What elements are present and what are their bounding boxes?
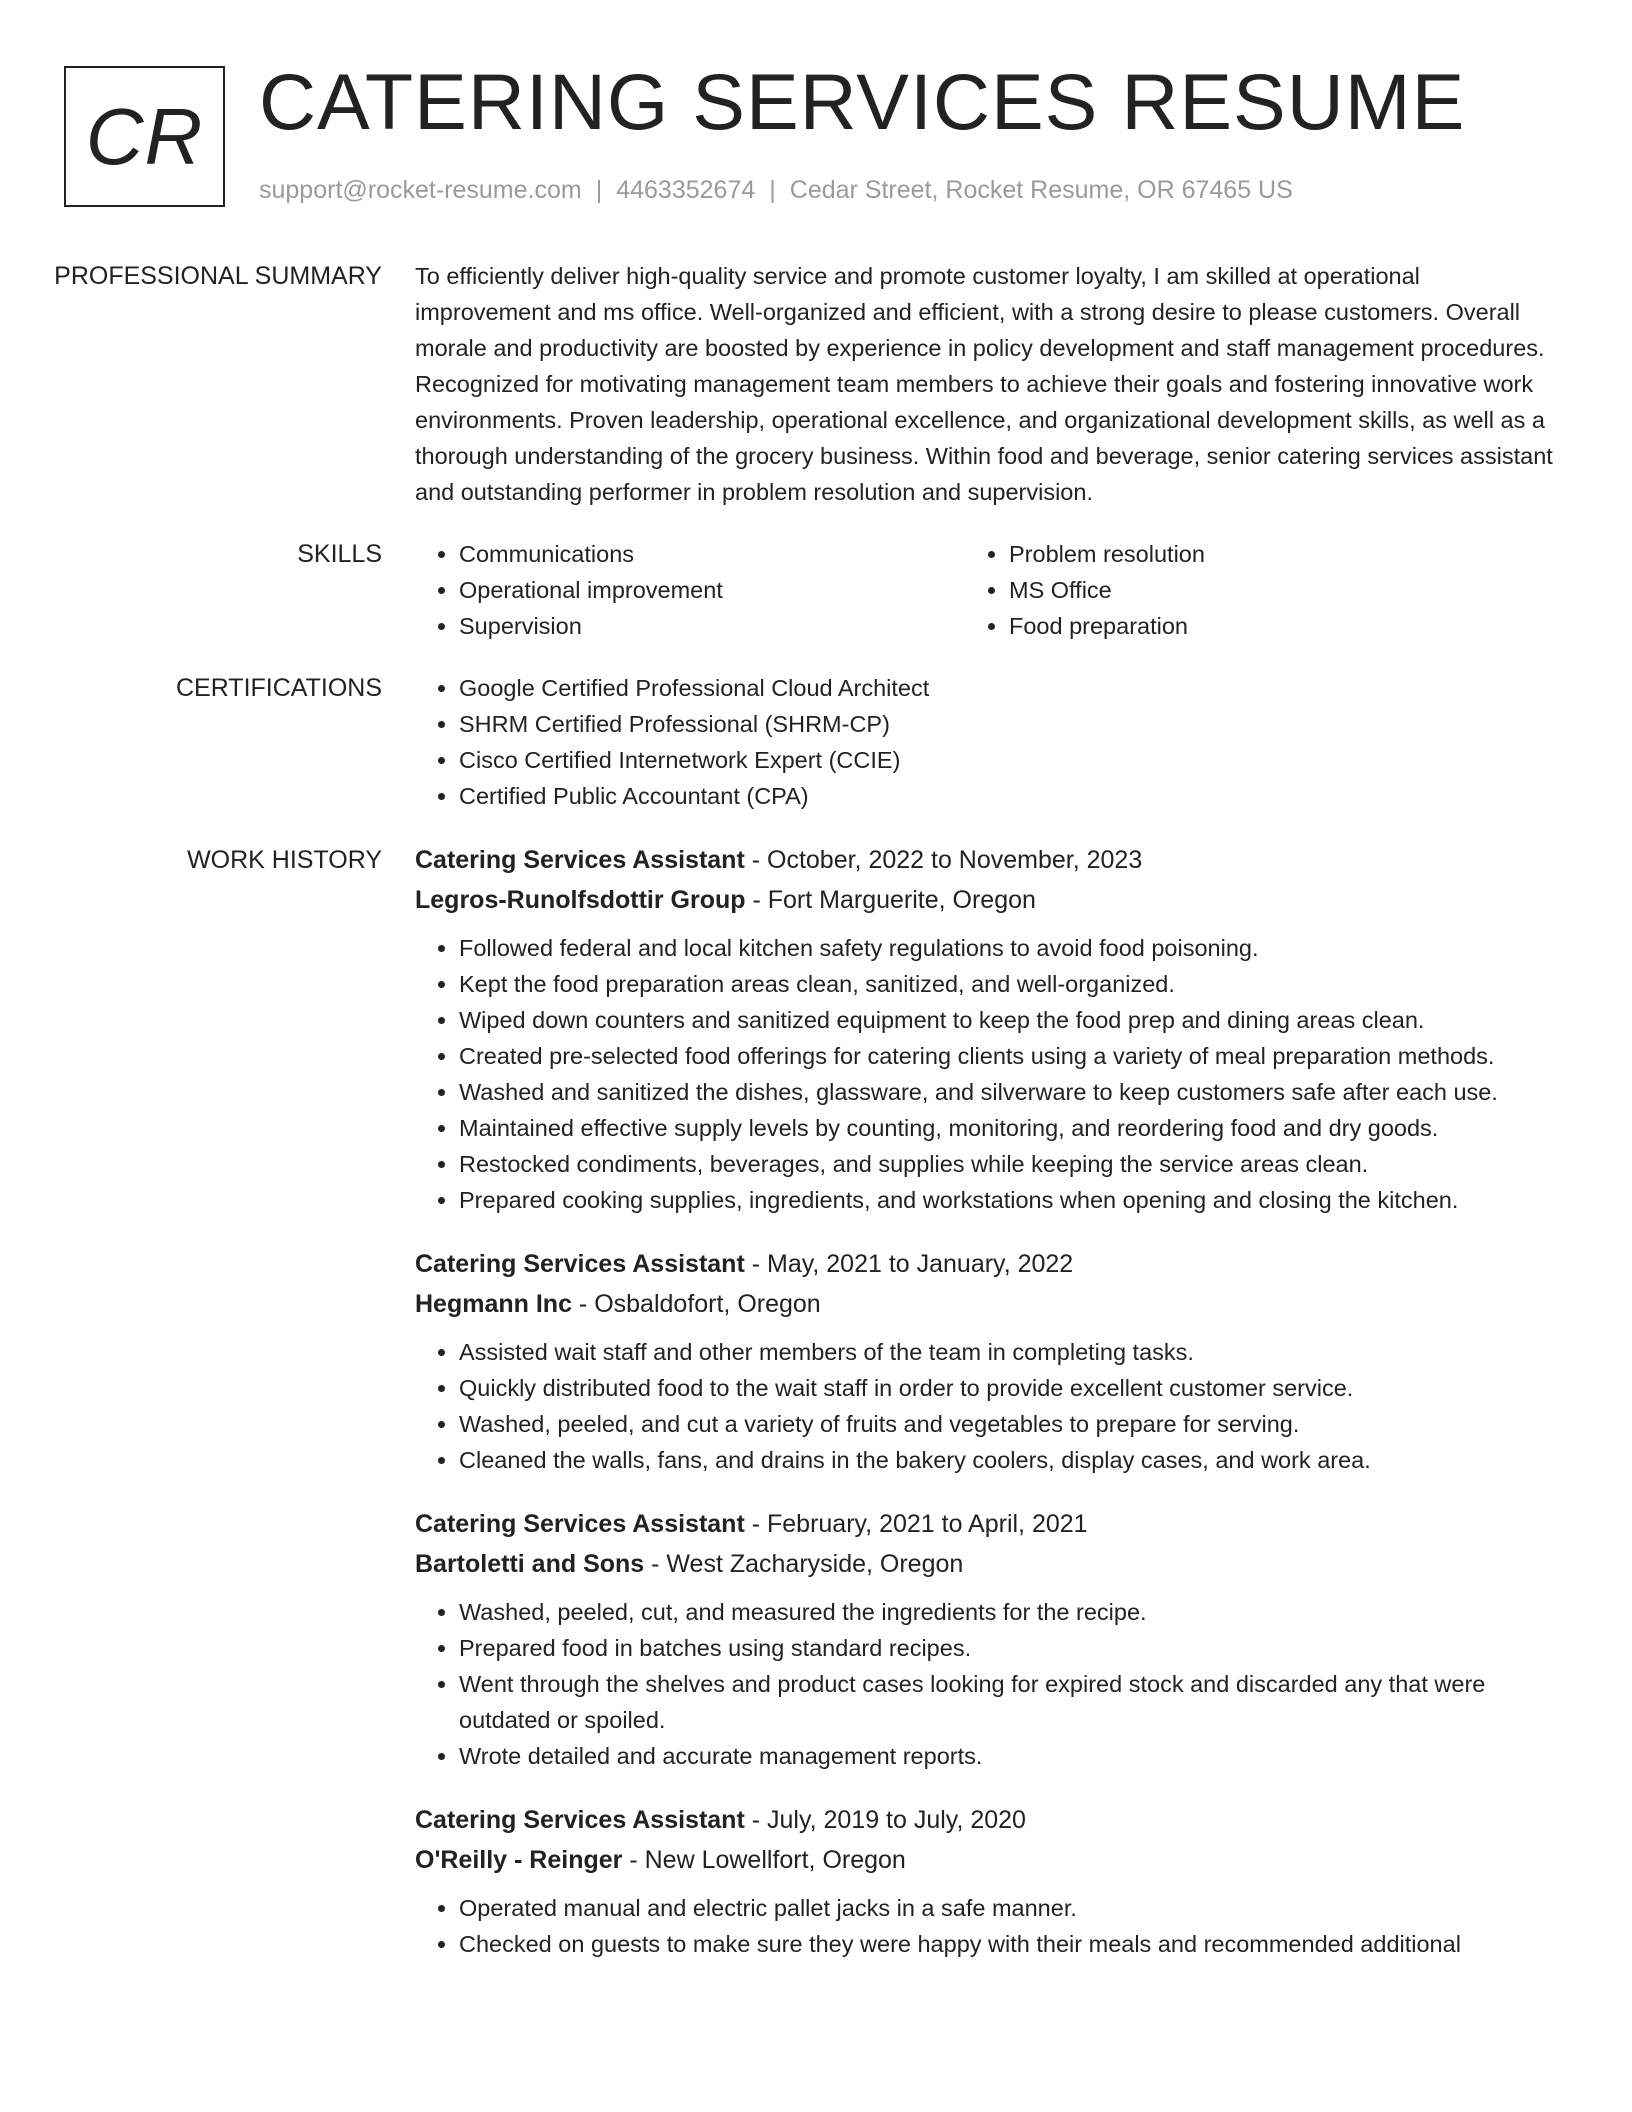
job-bullet: • Prepared cooking supplies, ingredients, and workstations when opening and closing the kitchen. — [459, 1182, 1555, 1218]
job-title: Catering Services Assistant — [415, 1510, 745, 1538]
contact-email: support@rocket-resume.com — [259, 176, 582, 204]
job-location: - Osbaldofort, Oregon — [571, 1290, 821, 1318]
job-location: - New Lowellfort, Oregon — [622, 1846, 906, 1874]
certification-item: • Cisco Certified Internetwork Expert (CCIE) — [459, 742, 1555, 778]
job-bullets — [415, 1890, 1555, 1962]
job-bullet: • Quickly distributed food to the wait staff in order to provide excellent customer service. — [459, 1370, 1555, 1406]
job-bullet: • Maintained effective supply levels by counting, monitoring, and reordering food and dry goods. — [459, 1110, 1555, 1146]
job-company-line — [415, 1544, 1555, 1584]
resume-sections — [0, 258, 1632, 2014]
contact-phone: 4463352674 — [616, 176, 756, 204]
job-dates: - May, 2021 to January, 2022 — [744, 1250, 1074, 1278]
job-title: Catering Services Assistant — [415, 846, 745, 874]
job-bullet: • Assisted wait staff and other members of the team in completing tasks. — [459, 1334, 1555, 1370]
job-bullets — [415, 1594, 1555, 1774]
section-certifications — [0, 670, 1632, 814]
job-company-line — [415, 880, 1555, 920]
job-bullet: • Checked on guests to make sure they were happy with their meals and recommended additional — [459, 1926, 1555, 1962]
certifications-list — [415, 670, 1555, 814]
job-company-line — [415, 1284, 1555, 1324]
skill-item: • Supervision — [459, 608, 965, 644]
section-label: CERTIFICATIONS — [175, 674, 382, 702]
job-location: - West Zacharyside, Oregon — [644, 1550, 964, 1578]
job-bullets — [415, 1334, 1555, 1478]
job-title-line — [415, 1504, 1555, 1544]
job-bullet: • Wrote detailed and accurate management reports. — [459, 1738, 1555, 1774]
job-entry — [415, 840, 1555, 1218]
job-dates: - July, 2019 to July, 2020 — [744, 1806, 1026, 1834]
job-company: Hegmann Inc — [415, 1290, 572, 1318]
summary-text: To efficiently deliver high-quality service and promote customer loyalty, I am skilled at operational improvement and ms office. Well-organized and efficient, with a strong desire to please customers. Overall morale and productivity are boosted by experience in policy development and staff management procedures. Recognized for motivating management team members to achieve their goals and fostering innovative work environments. Proven leadership, operational excellence, and organizational development skills, as well as a thorough understanding of the grocery business. Within food and beverage, senior catering services assistant and outstanding performer in problem resolution and supervision. — [415, 263, 1553, 505]
skill-item: • Communications — [459, 536, 965, 572]
job-company-line — [415, 1840, 1555, 1880]
skill-item: • Food preparation — [1009, 608, 1515, 644]
section-body — [415, 258, 1555, 510]
job-bullet: • Kept the food preparation areas clean, sanitized, and well-organized. — [459, 966, 1555, 1002]
job-company: Legros-Runolfsdottir Group — [415, 886, 746, 914]
section-skills — [0, 536, 1632, 644]
certification-item: • Google Certified Professional Cloud Architect — [459, 670, 1555, 706]
job-bullet: • Followed federal and local kitchen safety regulations to avoid food poisoning. — [459, 930, 1555, 966]
section-professional-summary — [0, 258, 1632, 510]
job-bullet: • Washed, peeled, and cut a variety of fruits and vegetables to prepare for serving. — [459, 1406, 1555, 1442]
job-dates: - February, 2021 to April, 2021 — [744, 1510, 1088, 1538]
job-dates: - October, 2022 to November, 2023 — [744, 846, 1143, 874]
job-title-line — [415, 1244, 1555, 1284]
job-bullet: • Wiped down counters and sanitized equipment to keep the food prep and dining areas clean. — [459, 1002, 1555, 1038]
skill-item: • MS Office — [1009, 572, 1515, 608]
contact-address: Cedar Street, Rocket Resume, OR 67465 US — [789, 176, 1293, 204]
section-body — [415, 670, 1555, 814]
job-location: - Fort Marguerite, Oregon — [745, 886, 1036, 914]
job-bullets — [415, 930, 1555, 1218]
job-title: Catering Services Assistant — [415, 1250, 745, 1278]
skills-list-right — [965, 536, 1515, 644]
resume-title: CATERING SERVICES RESUME — [259, 57, 1466, 146]
job-bullet: • Washed, peeled, cut, and measured the ingredients for the recipe. — [459, 1594, 1555, 1630]
job-bullet: • Prepared food in batches using standard recipes. — [459, 1630, 1555, 1666]
contact-line — [259, 172, 1293, 208]
job-bullet: • Went through the shelves and product cases looking for expired stock and discarded any that were outdated or spoiled. — [459, 1666, 1555, 1738]
section-body — [415, 840, 1555, 1988]
section-work-history — [0, 840, 1632, 1988]
section-label: WORK HISTORY — [187, 846, 382, 874]
skill-item: • Operational improvement — [459, 572, 965, 608]
job-entry — [415, 1800, 1555, 1962]
job-bullet: • Restocked condiments, beverages, and supplies while keeping the service areas clean. — [459, 1146, 1555, 1182]
job-bullet: • Created pre-selected food offerings for catering clients using a variety of meal preparation methods. — [459, 1038, 1555, 1074]
job-bullet: • Washed and sanitized the dishes, glassware, and silverware to keep customers safe after each use. — [459, 1074, 1555, 1110]
certification-item: • Certified Public Accountant (CPA) — [459, 778, 1555, 814]
job-entry — [415, 1244, 1555, 1478]
section-label: SKILLS — [297, 540, 382, 568]
section-label: PROFESSIONAL SUMMARY — [54, 262, 382, 290]
job-bullet: • Cleaned the walls, fans, and drains in the bakery coolers, display cases, and work area. — [459, 1442, 1555, 1478]
skills-list-left — [415, 536, 965, 644]
job-company: O'Reilly - Reinger — [415, 1846, 623, 1874]
job-company: Bartoletti and Sons — [415, 1550, 645, 1578]
skills-grid — [415, 536, 1555, 644]
contact-separator: | — [595, 176, 603, 204]
certification-item: • SHRM Certified Professional (SHRM-CP) — [459, 706, 1555, 742]
job-entry — [415, 1504, 1555, 1774]
job-title: Catering Services Assistant — [415, 1806, 745, 1834]
job-title-line — [415, 1800, 1555, 1840]
job-bullet: • Operated manual and electric pallet jacks in a safe manner. — [459, 1890, 1555, 1926]
contact-separator: | — [769, 176, 776, 204]
monogram-logo: CR — [64, 66, 225, 207]
skill-item: • Problem resolution — [1009, 536, 1515, 572]
job-title-line — [415, 840, 1555, 880]
